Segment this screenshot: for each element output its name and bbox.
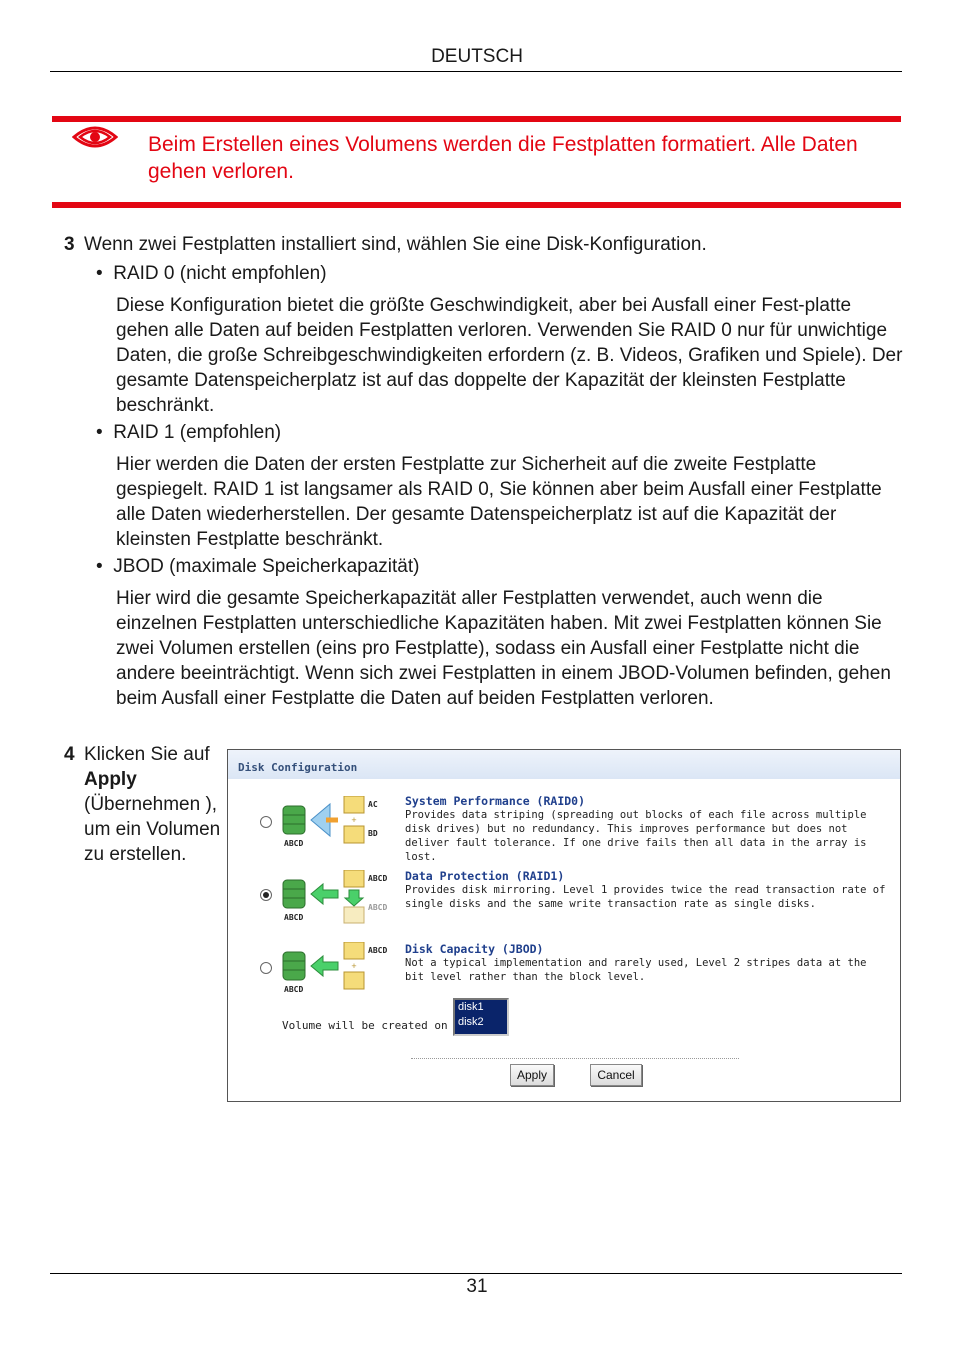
raid0-icon-label-1: AC: [368, 800, 378, 809]
jbod-title: Disk Capacity (JBOD): [405, 942, 544, 956]
svg-text:+: +: [351, 961, 357, 971]
bullet-raid1-title: RAID 1 (empfohlen): [113, 422, 282, 443]
raid0-desc: Provides data striping (spreading out blocks of each file across multiple disk drives) but no redundancy. This improves performance but does not deliver fault tolerance. If one drive fails then all data in the array is lost.: [405, 809, 867, 863]
bullet-jbod-title: JBOD (maximale Speicherkapazität): [113, 556, 420, 577]
step-4-text: [84, 742, 224, 867]
step-3-intro: Wenn zwei Festplatten installiert sind, wählen Sie eine Disk-Konfiguration.: [84, 234, 707, 255]
raid1-radio-dot: [263, 892, 269, 898]
raid1-desc: Provides disk mirroring. Level 1 provides twice the read transaction rate of single disks and the same write transaction rate as single disks.: [405, 884, 886, 910]
raid0-icon-label-3: ABCD: [284, 839, 304, 848]
dotted-separator: [411, 1058, 739, 1059]
raid1-description: Hier werden die Daten der ersten Festplatte zur Sicherheit auf die zweite Festplatte gespiegelt. RAID 1 ist langsamer als RAID 0, Sie können aber beim Ausfall einer Festplatte alle Daten wiederherstellen. Der gesamte Datenspeicherplatz ist auf die Kapazität der kleinsten Festplatte beschränkt.: [116, 454, 882, 550]
jbod-icon-label-1: ABCD: [368, 946, 388, 955]
raid1-title: Data Protection (RAID1): [405, 869, 565, 883]
step-4-text-before: Klicken Sie auf: [84, 744, 210, 765]
raid0-icon-label-2: BD: [368, 829, 378, 838]
header-rule: [50, 71, 902, 72]
warning-text: Beim Erstellen eines Volumens werden die Festplatten formatiert. Alle Daten gehen verloren.: [148, 133, 858, 183]
cancel-button[interactable]: Cancel: [590, 1064, 642, 1086]
footer-rule: [50, 1273, 902, 1274]
raid0-title: System Performance (RAID0): [405, 794, 586, 808]
disk-config-title: Disk Configuration: [238, 761, 358, 774]
step-4-text-after: (Übernehmen ), um ein Volumen zu erstellen.: [84, 794, 221, 865]
jbod-icon-label-3: ABCD: [284, 985, 304, 994]
disk-list-item[interactable]: disk1: [458, 1001, 484, 1013]
disk-config-screenshot: [227, 749, 901, 1102]
bullet-raid0-title: RAID 0 (nicht empfohlen): [113, 263, 327, 284]
disk-listbox[interactable]: [453, 998, 509, 1036]
raid0-radio[interactable]: [260, 816, 272, 828]
bullet-raid0: • RAID 0 (nicht empfohlen): [96, 263, 327, 284]
step-4-apply-word: Apply: [84, 769, 137, 790]
header-language: DEUTSCH: [431, 46, 523, 67]
bullet-jbod: • JBOD (maximale Speicherkapazität): [96, 556, 420, 577]
bullet-raid1: • RAID 1 (empfohlen): [96, 422, 282, 443]
svg-text:+: +: [351, 815, 357, 825]
page-number: 31: [466, 1276, 488, 1297]
raid1-radio[interactable]: [260, 889, 272, 901]
raid1-icon-label-2: ABCD: [368, 903, 388, 912]
raid1-icon-label-3: ABCD: [284, 913, 304, 922]
jbod-radio[interactable]: [260, 962, 272, 974]
disk-config-header: [228, 750, 900, 779]
volume-label: Volume will be created on: [282, 1019, 448, 1032]
warning-bar-bottom: [52, 202, 901, 208]
step-4-number: 4: [64, 744, 75, 765]
jbod-description: Hier wird die gesamte Speicherkapazität aller Festplatten verwendet, auch wenn die einzelnen Festplatten unterschiedliche Kapazitäten haben. Mit zwei Festplatten können Sie zwei Volumen erstellen (eins pro Festplatte), sodass ein Ausfall einer Festplatte nicht die andere beeinträchtigt. Wenn sich zwei Festplatten in einem JBOD-Volumen befinden, gehen beim Ausfall einer Festplatte die Daten auf beiden Festplatten verloren.: [116, 588, 891, 709]
eye-warning-icon: [72, 123, 118, 151]
jbod-desc: Not a typical implementation and rarely used, Level 2 stripes data at the bit level rather than the block level.: [405, 957, 867, 983]
raid1-icon-label-1: ABCD: [368, 874, 388, 883]
warning-bar-top: [52, 116, 901, 122]
step-3-number: 3: [64, 234, 75, 255]
raid0-description: Diese Konfiguration bietet die größte Geschwindigkeit, aber bei Ausfall einer Fest-platte gehen alle Daten auf beiden Festplatten verloren. Verwenden Sie RAID 0 nur für unwichtige Daten, die große Schreibgeschwindigkeiten erfordern (z. B. Videos, Grafiken und Spiele). Der gesamte Datenspeicherplatz ist auf das doppelte der Kapazität der kleinsten Festplatte beschränkt.: [116, 295, 903, 416]
apply-button[interactable]: Apply: [510, 1064, 554, 1086]
disk-list-item[interactable]: disk2: [458, 1016, 484, 1028]
